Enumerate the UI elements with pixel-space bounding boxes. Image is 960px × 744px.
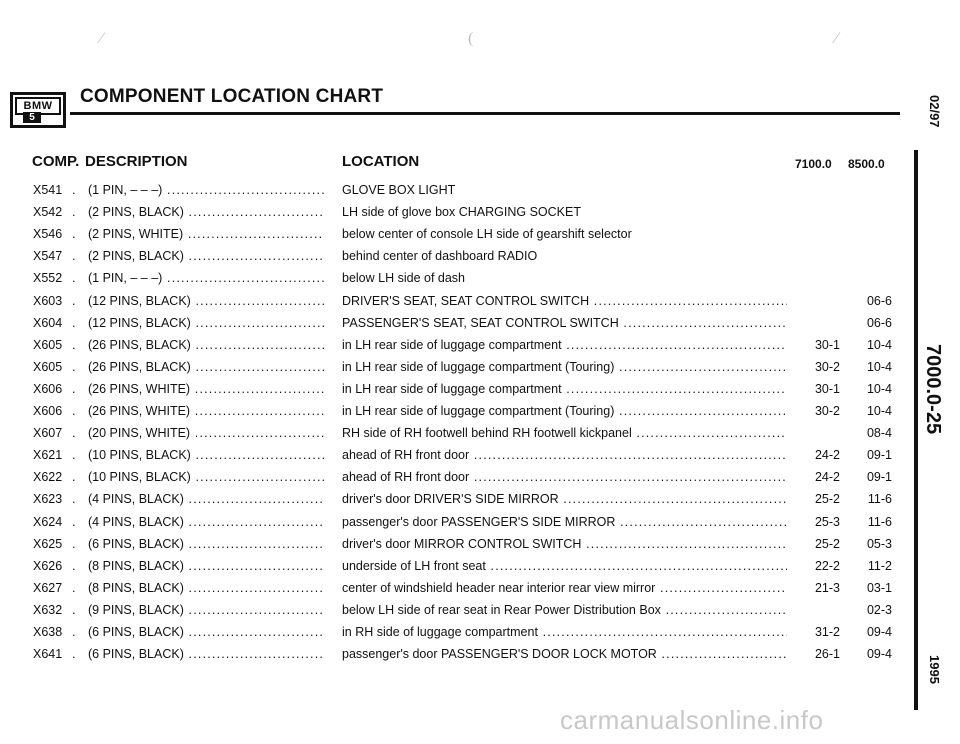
description-cell: (4 PINS, BLACK) .....	[88, 489, 324, 509]
comp-cell: X542	[33, 205, 63, 220]
comp-cell: X621	[33, 448, 63, 463]
description-cell: (6 PINS, BLACK) .....	[88, 534, 324, 554]
ref-8500-cell: 10-4	[866, 359, 892, 374]
row-dot: .	[72, 227, 76, 242]
ref-8500-cell: 09-4	[866, 647, 892, 662]
table-row	[0, 622, 920, 642]
comp-cell: X547	[33, 249, 63, 264]
ref-7100-cell: 25-2	[814, 492, 840, 507]
side-year: 1995	[927, 655, 942, 684]
col-header-comp: COMP.	[32, 153, 80, 170]
ref-8500-cell: 10-4	[866, 337, 892, 352]
row-dot: .	[72, 448, 76, 463]
table-row	[0, 556, 920, 576]
table-row	[0, 224, 920, 244]
ref-8500-cell: 09-4	[866, 625, 892, 639]
ref-8500-cell: 02-3	[866, 602, 892, 617]
side-page-number: 7000.0-25	[921, 340, 944, 438]
table-row	[0, 445, 920, 465]
location-cell: RH side of RH footwell behind RH footwell kickpanel .....	[342, 423, 787, 443]
location-cell: underside of LH front seat .....	[342, 556, 787, 576]
table-row	[0, 534, 920, 554]
description-cell: (12 PINS, BLACK) .....	[88, 313, 324, 333]
location-cell: passenger's door PASSENGER'S DOOR LOCK MOTOR .....	[342, 644, 787, 664]
table-row	[0, 489, 920, 509]
comp-cell: X605	[33, 337, 63, 352]
side-date: 02/97	[927, 95, 942, 128]
comp-cell: X638	[33, 625, 63, 639]
location-cell: center of windshield header near interior rear view mirror .....	[342, 578, 787, 598]
ref-7100-cell: 24-2	[814, 470, 840, 485]
location-cell: behind center of dashboard RADIO	[342, 249, 538, 264]
comp-cell: X606	[33, 381, 63, 396]
table-row	[0, 578, 920, 598]
comp-cell: X622	[33, 470, 63, 485]
ref-7100-cell: 30-1	[814, 381, 840, 396]
ref-7100-cell: 30-2	[814, 404, 840, 418]
comp-cell: X624	[33, 514, 63, 529]
ref-8500-cell: 11-6	[867, 514, 892, 529]
location-cell: ahead of RH front door .....	[342, 467, 787, 487]
row-dot: .	[72, 470, 76, 485]
description-cell: (26 PINS, WHITE) .....	[88, 379, 324, 399]
location-cell: in RH side of luggage compartment .....	[342, 622, 787, 642]
ref-7100-cell: 26-1	[814, 647, 840, 662]
col-header-7100: 7100.0	[795, 157, 832, 171]
ref-7100-cell: 25-2	[814, 536, 840, 551]
ref-8500-cell: 06-6	[866, 293, 892, 308]
scan-mark: ⁄	[835, 30, 838, 47]
table-row	[0, 357, 920, 377]
ref-7100-cell: 30-2	[814, 359, 840, 374]
comp-cell: X604	[33, 315, 63, 330]
description-cell: (1 PIN, – – –) .....	[88, 268, 324, 288]
description-cell: (6 PINS, BLACK) .....	[88, 644, 324, 664]
page-title: COMPONENT LOCATION CHART	[80, 86, 384, 107]
comp-cell: X623	[33, 492, 63, 507]
description-cell: (6 PINS, BLACK) .....	[88, 622, 324, 642]
table-row	[0, 600, 920, 620]
ref-7100-cell: 22-2	[814, 558, 840, 573]
ref-8500-cell: 09-1	[866, 448, 892, 463]
title-rule	[70, 112, 900, 115]
table-row	[0, 644, 920, 664]
logo-sub: 5	[23, 112, 41, 123]
location-cell: in LH rear side of luggage compartment (Touring) .....	[342, 357, 787, 377]
row-dot: .	[72, 315, 76, 330]
description-cell: (26 PINS, BLACK) .....	[88, 357, 324, 377]
table-row	[0, 467, 920, 487]
table-row	[0, 202, 920, 222]
row-dot: .	[72, 249, 76, 264]
table-row	[0, 401, 920, 421]
description-cell: (2 PINS, WHITE) .....	[88, 224, 324, 244]
col-header-description: DESCRIPTION	[85, 153, 188, 170]
comp-cell: X606	[33, 404, 63, 418]
side-rule	[914, 150, 918, 710]
location-cell: below center of console LH side of gearshift selector	[342, 227, 632, 242]
description-cell: (10 PINS, BLACK) .....	[88, 445, 324, 465]
ref-8500-cell: 09-1	[866, 470, 892, 485]
location-cell: GLOVE BOX LIGHT	[342, 183, 456, 197]
comp-cell: X641	[33, 647, 63, 662]
description-cell: (12 PINS, BLACK) .....	[88, 291, 324, 311]
location-cell: DRIVER'S SEAT, SEAT CONTROL SWITCH .....	[342, 291, 787, 311]
watermark: carmanualsonline.info	[560, 705, 824, 735]
description-cell: (20 PINS, WHITE) .....	[88, 423, 324, 443]
row-dot: .	[72, 404, 76, 418]
location-cell: below LH side of rear seat in Rear Power Distribution Box .....	[342, 600, 787, 620]
comp-cell: X552	[33, 271, 63, 286]
row-dot: .	[72, 558, 76, 573]
comp-cell: X603	[33, 293, 63, 308]
location-cell: driver's door MIRROR CONTROL SWITCH .....	[342, 534, 787, 554]
location-cell: LH side of glove box CHARGING SOCKET	[342, 205, 581, 220]
row-dot: .	[72, 271, 76, 286]
ref-7100-cell: 30-1	[814, 337, 840, 352]
location-cell: driver's door DRIVER'S SIDE MIRROR .....	[342, 489, 787, 509]
row-dot: .	[72, 359, 76, 374]
description-cell: (2 PINS, BLACK) .....	[88, 202, 324, 222]
description-cell: (1 PIN, – – –) .....	[88, 180, 324, 200]
description-cell: (9 PINS, BLACK) .....	[88, 600, 324, 620]
logo-text: BMW	[15, 97, 61, 115]
description-cell: (26 PINS, WHITE) .....	[88, 401, 324, 421]
ref-8500-cell: 08-4	[866, 426, 892, 441]
scan-mark: (	[468, 30, 474, 47]
scan-mark: ⁄	[100, 30, 103, 47]
table-row	[0, 335, 920, 355]
description-cell: (2 PINS, BLACK) .....	[88, 246, 324, 266]
row-dot: .	[72, 492, 76, 507]
ref-8500-cell: 10-4	[866, 381, 892, 396]
row-dot: .	[72, 536, 76, 551]
description-cell: (8 PINS, BLACK) .....	[88, 556, 324, 576]
comp-cell: X607	[33, 426, 63, 441]
table-row	[0, 180, 920, 200]
location-cell: in LH rear side of luggage compartment .....	[342, 335, 787, 355]
ref-7100-cell: 25-3	[814, 514, 840, 529]
row-dot: .	[72, 293, 76, 308]
row-dot: .	[72, 205, 76, 220]
row-dot: .	[72, 602, 76, 617]
ref-8500-cell: 10-4	[866, 404, 892, 418]
comp-cell: X541	[33, 183, 63, 197]
row-dot: .	[72, 514, 76, 529]
location-cell: in LH rear side of luggage compartment (Touring) .....	[342, 401, 787, 421]
row-dot: .	[72, 625, 76, 639]
table-row	[0, 423, 920, 443]
row-dot: .	[72, 381, 76, 396]
ref-8500-cell: 06-6	[866, 315, 892, 330]
description-cell: (8 PINS, BLACK) .....	[88, 578, 324, 598]
ref-7100-cell: 31-2	[814, 625, 840, 639]
location-cell: ahead of RH front door .....	[342, 445, 787, 465]
row-dot: .	[72, 426, 76, 441]
row-dot: .	[72, 183, 76, 197]
comp-cell: X632	[33, 602, 63, 617]
comp-cell: X627	[33, 580, 63, 595]
location-cell: below LH side of dash	[342, 271, 465, 286]
ref-7100-cell: 24-2	[814, 448, 840, 463]
location-cell: passenger's door PASSENGER'S SIDE MIRROR .....	[342, 512, 787, 532]
col-header-8500: 8500.0	[848, 157, 885, 171]
ref-8500-cell: 05-3	[866, 536, 892, 551]
ref-8500-cell: 11-2	[867, 558, 892, 573]
comp-cell: X626	[33, 558, 63, 573]
col-header-location: LOCATION	[342, 153, 420, 170]
table-row	[0, 291, 920, 311]
row-dot: .	[72, 647, 76, 662]
comp-cell: X546	[33, 227, 63, 242]
bmw-5-logo	[10, 92, 66, 128]
table-row	[0, 268, 920, 288]
table-row	[0, 379, 920, 399]
table-row	[0, 512, 920, 532]
ref-7100-cell: 21-3	[814, 580, 840, 595]
description-cell: (26 PINS, BLACK) .....	[88, 335, 324, 355]
location-cell: PASSENGER'S SEAT, SEAT CONTROL SWITCH .....	[342, 313, 787, 333]
description-cell: (10 PINS, BLACK) .....	[88, 467, 324, 487]
comp-cell: X625	[33, 536, 63, 551]
ref-8500-cell: 11-6	[867, 492, 892, 507]
table-row	[0, 313, 920, 333]
location-cell: in LH rear side of luggage compartment .....	[342, 379, 787, 399]
description-cell: (4 PINS, BLACK) .....	[88, 512, 324, 532]
comp-cell: X605	[33, 359, 63, 374]
row-dot: .	[72, 580, 76, 595]
ref-8500-cell: 03-1	[866, 580, 892, 595]
row-dot: .	[72, 337, 76, 352]
table-row	[0, 246, 920, 266]
